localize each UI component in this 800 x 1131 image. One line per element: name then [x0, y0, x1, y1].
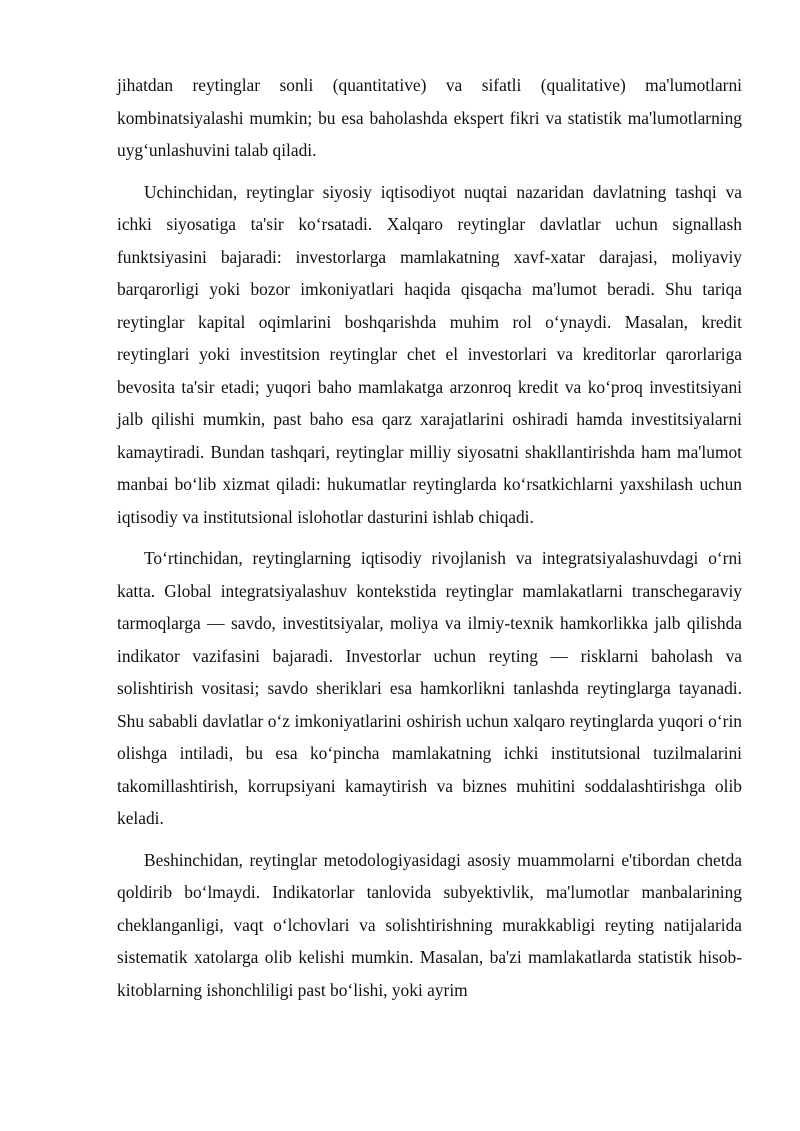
document-body — [117, 69, 742, 1015]
paragraph-continuation: jihatdan reytinglar sonli (quantitative) va sifatli (qualitative) ma'lumotlarni kombinatsiyalashi mumkin; bu esa baholashda ekspert fikri va statistik ma'lumotlarning uyg‘unlashuvini talab qiladi. — [117, 75, 742, 160]
paragraph-uchinchidan: Uchinchidan, reytinglar siyosiy iqtisodiyot nuqtai nazaridan davlatning tashqi va ichki siyosatiga ta'sir ko‘rsatadi. Xalqaro reytinglar davlatlar uchun signallash funktsiyasini bajaradi: investorlarga mamlakatning xavf-xatar darajasi, moliyaviy barqarorligi yoki bozor imkoniyatlari haqida qisqacha ma'lumot beradi. Shu tariqa reytinglar kapital oqimlarini boshqarishda muhim rol o‘ynaydi. Masalan, kredit reytinglari yoki investitsion reytinglar chet el investorlari va kreditorlar qarorlariga bevosita ta'sir etadi; yuqori baho mamlakatga arzonroq kredit va ko‘proq investitsiyani jalb qilishi mumkin, past baho esa qarz xarajatlarini oshiradi hamda investitsiyalarni kamaytiradi. Bundan tashqari, reytinglar milliy siyosatni shakllantirishda ham ma'lumot manbai bo‘lib xizmat qiladi: hukumatlar reytinglarda ko‘rsatkichlarni yaxshilash uchun iqtisodiy va institutsional islohotlar dasturini ishlab chiqadi. — [117, 181, 742, 527]
paragraph-beshinchidan: Beshinchidan, reytinglar metodologiyasidagi asosiy muammolarni e'tibordan chetda qoldirib bo‘lmaydi. Indikatorlar tanlovida subyektivlik, ma'lumotlar manbalarining cheklanganligi, vaqt o‘lchovlari va solishtirishning murakkabligi reyting natijalarida sistematik xatolarga olib kelishi mumkin. Masalan, ba'zi mamlakatlarda statistik hisob-kitoblarning ishonchliligi past bo‘lishi, yoki ayrim — [117, 849, 742, 1000]
paragraph-tortinchidan: To‘rtinchidan, reytinglarning iqtisodiy rivojlanish va integratsiyalashuvdagi o‘rni katta. Global integratsiyalashuv kontekstida reytinglar mamlakatlarni transchegaraviy tarmoqlarga — savdo, investitsiyalar, moliya va ilmiy-texnik hamkorlikka jalb qilishda indikator vazifasini bajaradi. Investorlar uchun reyting — risklarni baholash va solishtirish vositasi; savdo sheriklari esa hamkorlikni tanlashda reytinglarga tayanadi. Shu sababli davlatlar o‘z imkoniyatlarini oshirish uchun xalqaro reytinglarda yuqori o‘rin olishga intiladi, bu esa ko‘pincha mamlakatning ichki institutsional tuzilmalarini takomillashtirish, korrupsiyani kamaytirish va biznes muhitini soddalashtirishga olib keladi. — [117, 548, 742, 828]
